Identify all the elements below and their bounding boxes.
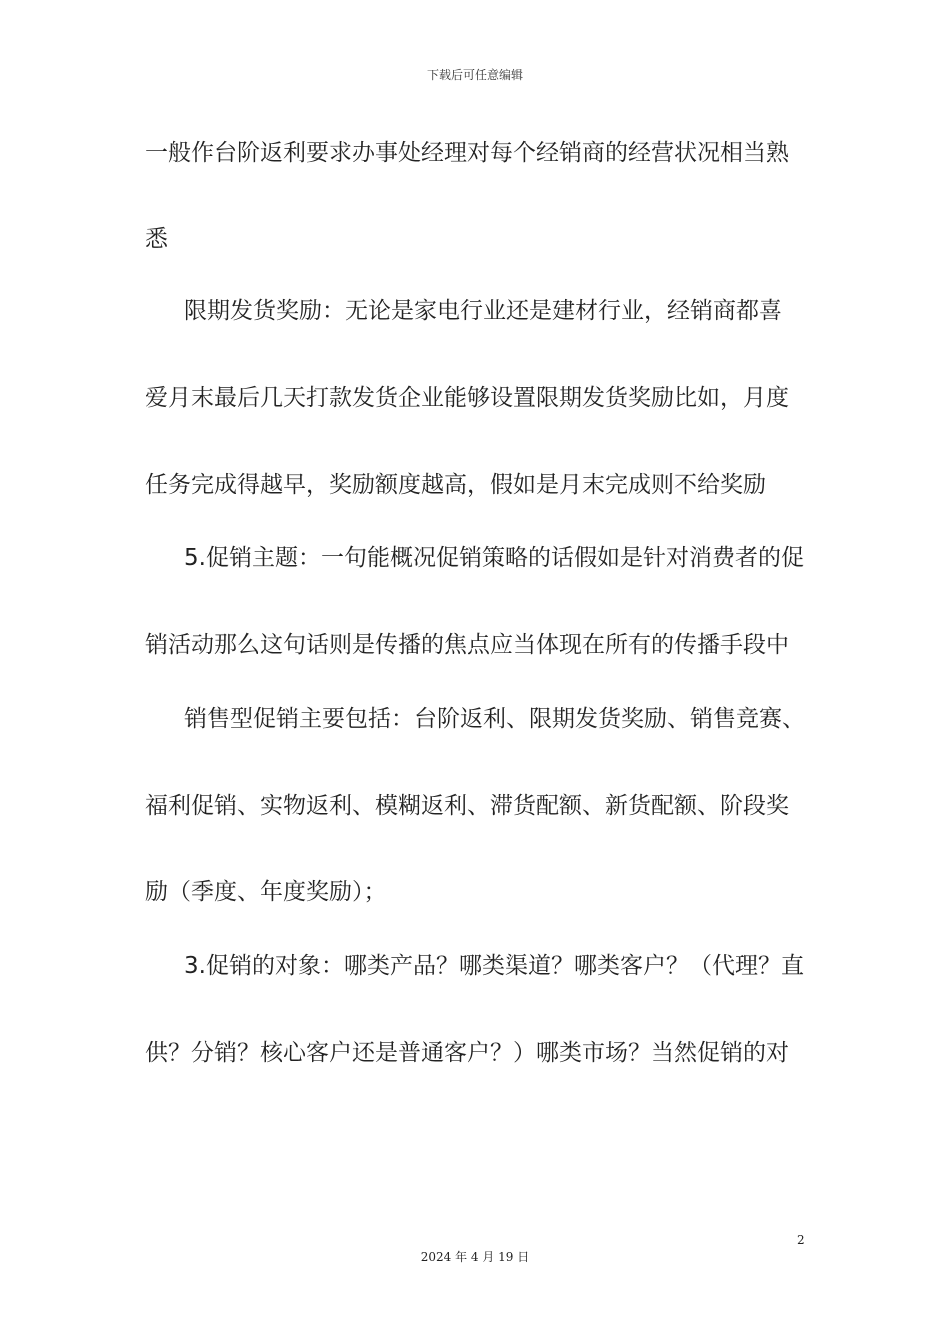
body-line: 一般作台阶返利要求办事处经理对每个经销商的经营状况相当熟 [145, 140, 789, 166]
page-number: 2 [797, 1233, 805, 1247]
body-line: 5.促销主题：一句能概况促销策略的话假如是针对消费者的促 [184, 545, 804, 571]
body-line: 限期发货奖励：无论是家电行业还是建材行业，经销商都喜 [184, 298, 782, 324]
body-line: 3.促销的对象：哪类产品？哪类渠道？哪类客户？（代理？直 [184, 953, 804, 979]
body-line: 销活动那么这句话则是传播的焦点应当体现在所有的传播手段中 [145, 632, 789, 658]
body-line: 任务完成得越早，奖励额度越高，假如是月末完成则不给奖励 [145, 472, 766, 498]
body-line: 销售型促销主要包括：台阶返利、限期发货奖励、销售竞赛、 [184, 706, 805, 732]
page-header: 下载后可任意编辑 [426, 68, 523, 82]
body-line: 供？分销？核心客户还是普通客户？）哪类市场？当然促销的对 [145, 1040, 789, 1066]
body-line: 福利促销、实物返利、模糊返利、滞货配额、新货配额、阶段奖 [145, 793, 789, 819]
body-line: 爱月末最后几天打款发货企业能够设置限期发货奖励比如，月度 [145, 385, 789, 411]
body-line: 悉 [145, 226, 168, 252]
page-footer-date: 2024 年 4 月 19 日 [420, 1250, 530, 1264]
body-line: 励（季度、年度奖励）； [145, 879, 387, 905]
